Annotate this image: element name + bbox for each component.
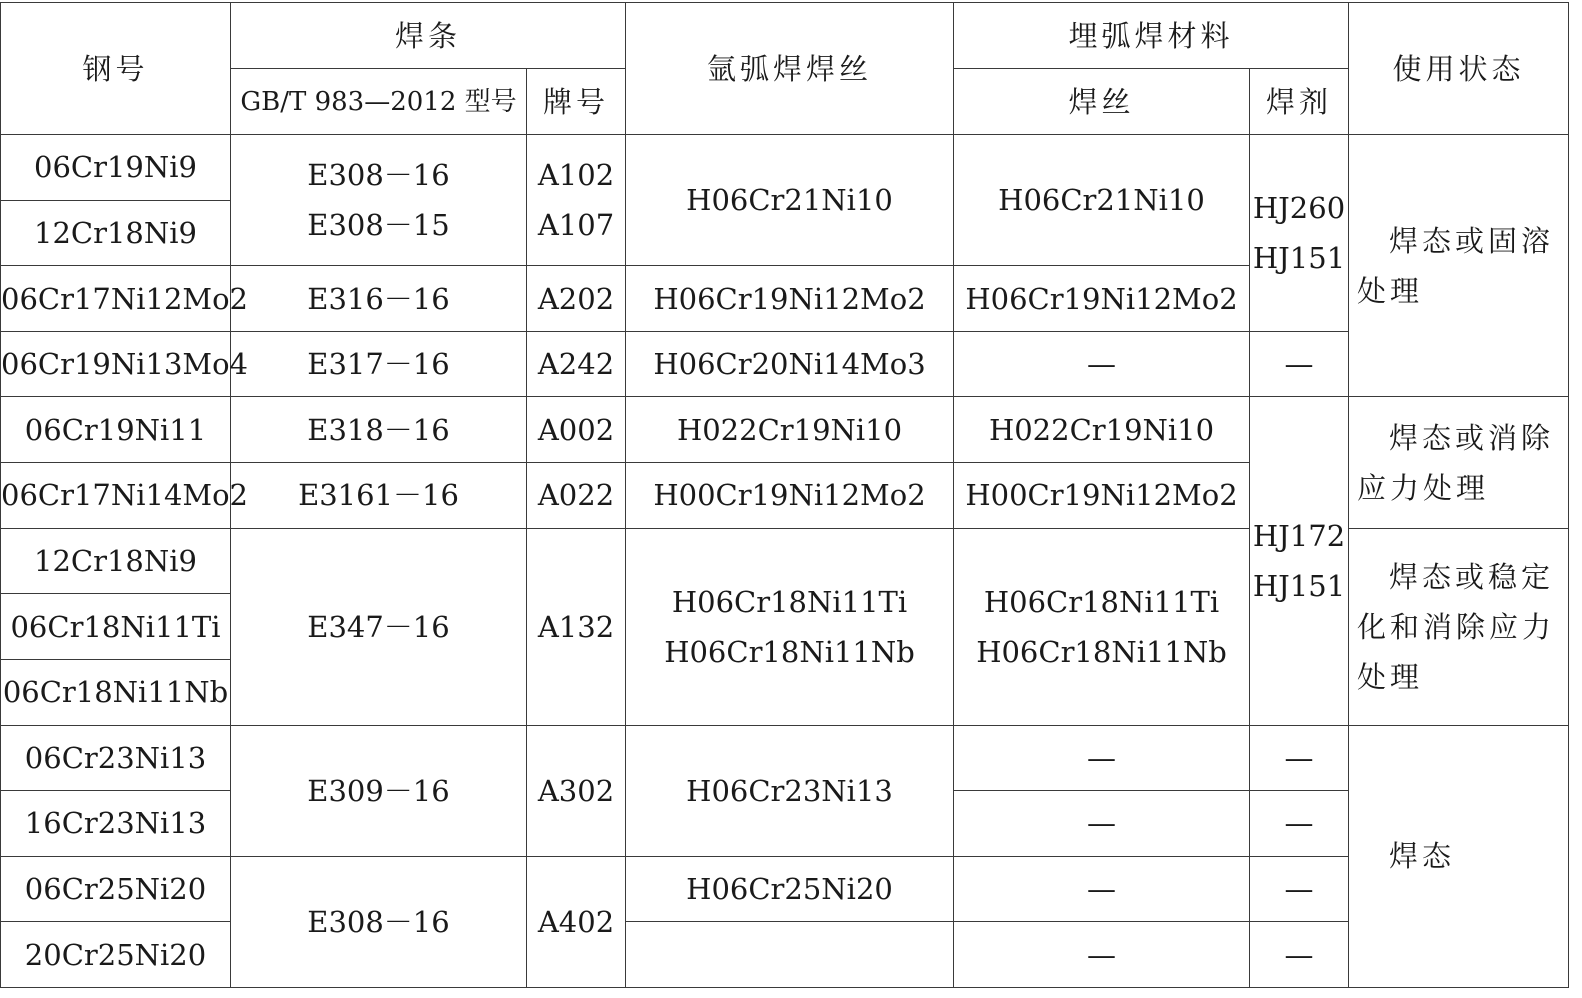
header-row-1 <box>1 3 1569 69</box>
steel-cell: 06Cr18Ni11Nb <box>1 659 231 725</box>
header-argon-wire: 氩弧焊焊丝 <box>626 3 954 135</box>
electrode-model-cell: E308－16 <box>231 856 527 987</box>
saw-flux-cell <box>1250 397 1349 725</box>
steel-cell: 06Cr19Ni13Mo4 <box>1 331 231 397</box>
saw-wire-cell: H06Cr21Ni10 <box>954 135 1250 266</box>
electrode-brand-cell: A302 <box>527 725 626 856</box>
argon-wire-cell: H06Cr21Ni10 <box>626 135 954 266</box>
argon-wire-cell: H00Cr19Ni12Mo2 <box>626 463 954 529</box>
status-line: 应力处理 <box>1357 470 1490 505</box>
saw-flux-line: HJ151 <box>1252 240 1346 275</box>
table-row <box>1 397 1569 463</box>
status-cell <box>1349 725 1569 987</box>
steel-cell: 06Cr18Ni11Ti <box>1 594 231 660</box>
header-saw-wire: 焊丝 <box>954 69 1250 135</box>
saw-wire-cell: — <box>954 791 1250 857</box>
saw-flux-cell: — <box>1250 791 1349 857</box>
electrode-brand-line: A107 <box>537 208 615 243</box>
steel-cell: 12Cr18Ni9 <box>1 528 231 594</box>
electrode-model-cell: E309－16 <box>231 725 527 856</box>
electrode-model-cell: E316－16 <box>231 266 527 332</box>
saw-wire-cell: — <box>954 725 1250 791</box>
steel-cell: 16Cr23Ni13 <box>1 791 231 857</box>
saw-wire-cell: H06Cr19Ni12Mo2 <box>954 266 1250 332</box>
status-line: 焊态 <box>1389 839 1456 874</box>
steel-cell: 20Cr25Ni20 <box>1 922 231 988</box>
status-line: 处理 <box>1357 273 1424 308</box>
saw-flux-line: HJ260 <box>1252 190 1346 225</box>
saw-flux-cell: — <box>1250 922 1349 988</box>
electrode-model-cell: E317－16 <box>231 331 527 397</box>
saw-wire-cell <box>954 528 1250 725</box>
saw-flux-line: HJ151 <box>1252 568 1346 603</box>
status-line: 焊态或稳定 <box>1389 559 1555 594</box>
electrode-brand-cell: A242 <box>527 331 626 397</box>
electrode-model-line: E308－16 <box>307 158 450 193</box>
argon-wire-cell <box>626 528 954 725</box>
saw-flux-cell: — <box>1250 331 1349 397</box>
table-row <box>1 331 1569 397</box>
electrode-brand-cell <box>527 135 626 266</box>
electrode-brand-cell: A022 <box>527 463 626 529</box>
steel-cell: 12Cr18Ni9 <box>1 200 231 266</box>
saw-wire-cell: — <box>954 856 1250 922</box>
table-row <box>1 856 1569 922</box>
table-row <box>1 725 1569 791</box>
saw-flux-cell: — <box>1250 725 1349 791</box>
steel-cell: 06Cr17Ni14Mo2 <box>1 463 231 529</box>
steel-cell: 06Cr17Ni12Mo2 <box>1 266 231 332</box>
status-line: 焊态或消除 <box>1389 420 1555 455</box>
electrode-model-cell: E318－16 <box>231 397 527 463</box>
saw-wire-cell: — <box>954 331 1250 397</box>
argon-wire-cell: H022Cr19Ni10 <box>626 397 954 463</box>
header-status: 使用状态 <box>1349 3 1569 135</box>
electrode-brand-cell: A132 <box>527 528 626 725</box>
header-electrode-model: GB/T 983—2012 型号 <box>231 69 527 135</box>
argon-wire-line: H06Cr18Ni11Ti <box>671 584 908 619</box>
argon-wire-cell: H06Cr23Ni13 <box>626 725 954 856</box>
header-electrode: 焊条 <box>231 3 626 69</box>
status-cell <box>1349 397 1569 528</box>
header-electrode-brand: 牌号 <box>527 69 626 135</box>
steel-cell: 06Cr23Ni13 <box>1 725 231 791</box>
table-row <box>1 135 1569 201</box>
electrode-model-cell: E3161－16 <box>231 463 527 529</box>
argon-wire-cell: H06Cr25Ni20 <box>626 856 954 922</box>
status-line: 焊态或固溶 <box>1389 223 1555 258</box>
steel-cell: 06Cr19Ni9 <box>1 135 231 201</box>
steel-cell: 06Cr25Ni20 <box>1 856 231 922</box>
status-line: 处理 <box>1357 659 1424 694</box>
saw-wire-line: H06Cr18Ni11Ti <box>983 584 1220 619</box>
saw-wire-cell: H022Cr19Ni10 <box>954 397 1250 463</box>
electrode-brand-cell: A002 <box>527 397 626 463</box>
saw-wire-cell: — <box>954 922 1250 988</box>
status-line: 化和消除应力 <box>1357 609 1556 644</box>
electrode-model-line: E308－15 <box>307 208 450 243</box>
saw-wire-cell: H00Cr19Ni12Mo2 <box>954 463 1250 529</box>
saw-flux-cell <box>1250 135 1349 332</box>
argon-wire-cell <box>626 922 954 988</box>
header-saw-flux: 焊剂 <box>1250 69 1349 135</box>
electrode-model-cell: E347－16 <box>231 528 527 725</box>
steel-cell: 06Cr19Ni11 <box>1 397 231 463</box>
header-saw-materials: 埋弧焊材料 <box>954 3 1349 69</box>
electrode-brand-cell: A202 <box>527 266 626 332</box>
saw-flux-cell: — <box>1250 856 1349 922</box>
electrode-brand-cell: A402 <box>527 856 626 987</box>
header-steel: 钢号 <box>1 3 231 135</box>
welding-materials-table <box>0 2 1569 988</box>
electrode-model-cell <box>231 135 527 266</box>
argon-wire-cell: H06Cr19Ni12Mo2 <box>626 266 954 332</box>
argon-wire-cell: H06Cr20Ni14Mo3 <box>626 331 954 397</box>
status-cell <box>1349 528 1569 725</box>
electrode-brand-line: A102 <box>537 158 615 193</box>
status-cell <box>1349 135 1569 397</box>
saw-wire-line: H06Cr18Ni11Nb <box>976 634 1227 669</box>
saw-flux-line: HJ172 <box>1252 518 1346 553</box>
argon-wire-line: H06Cr18Ni11Nb <box>664 634 915 669</box>
